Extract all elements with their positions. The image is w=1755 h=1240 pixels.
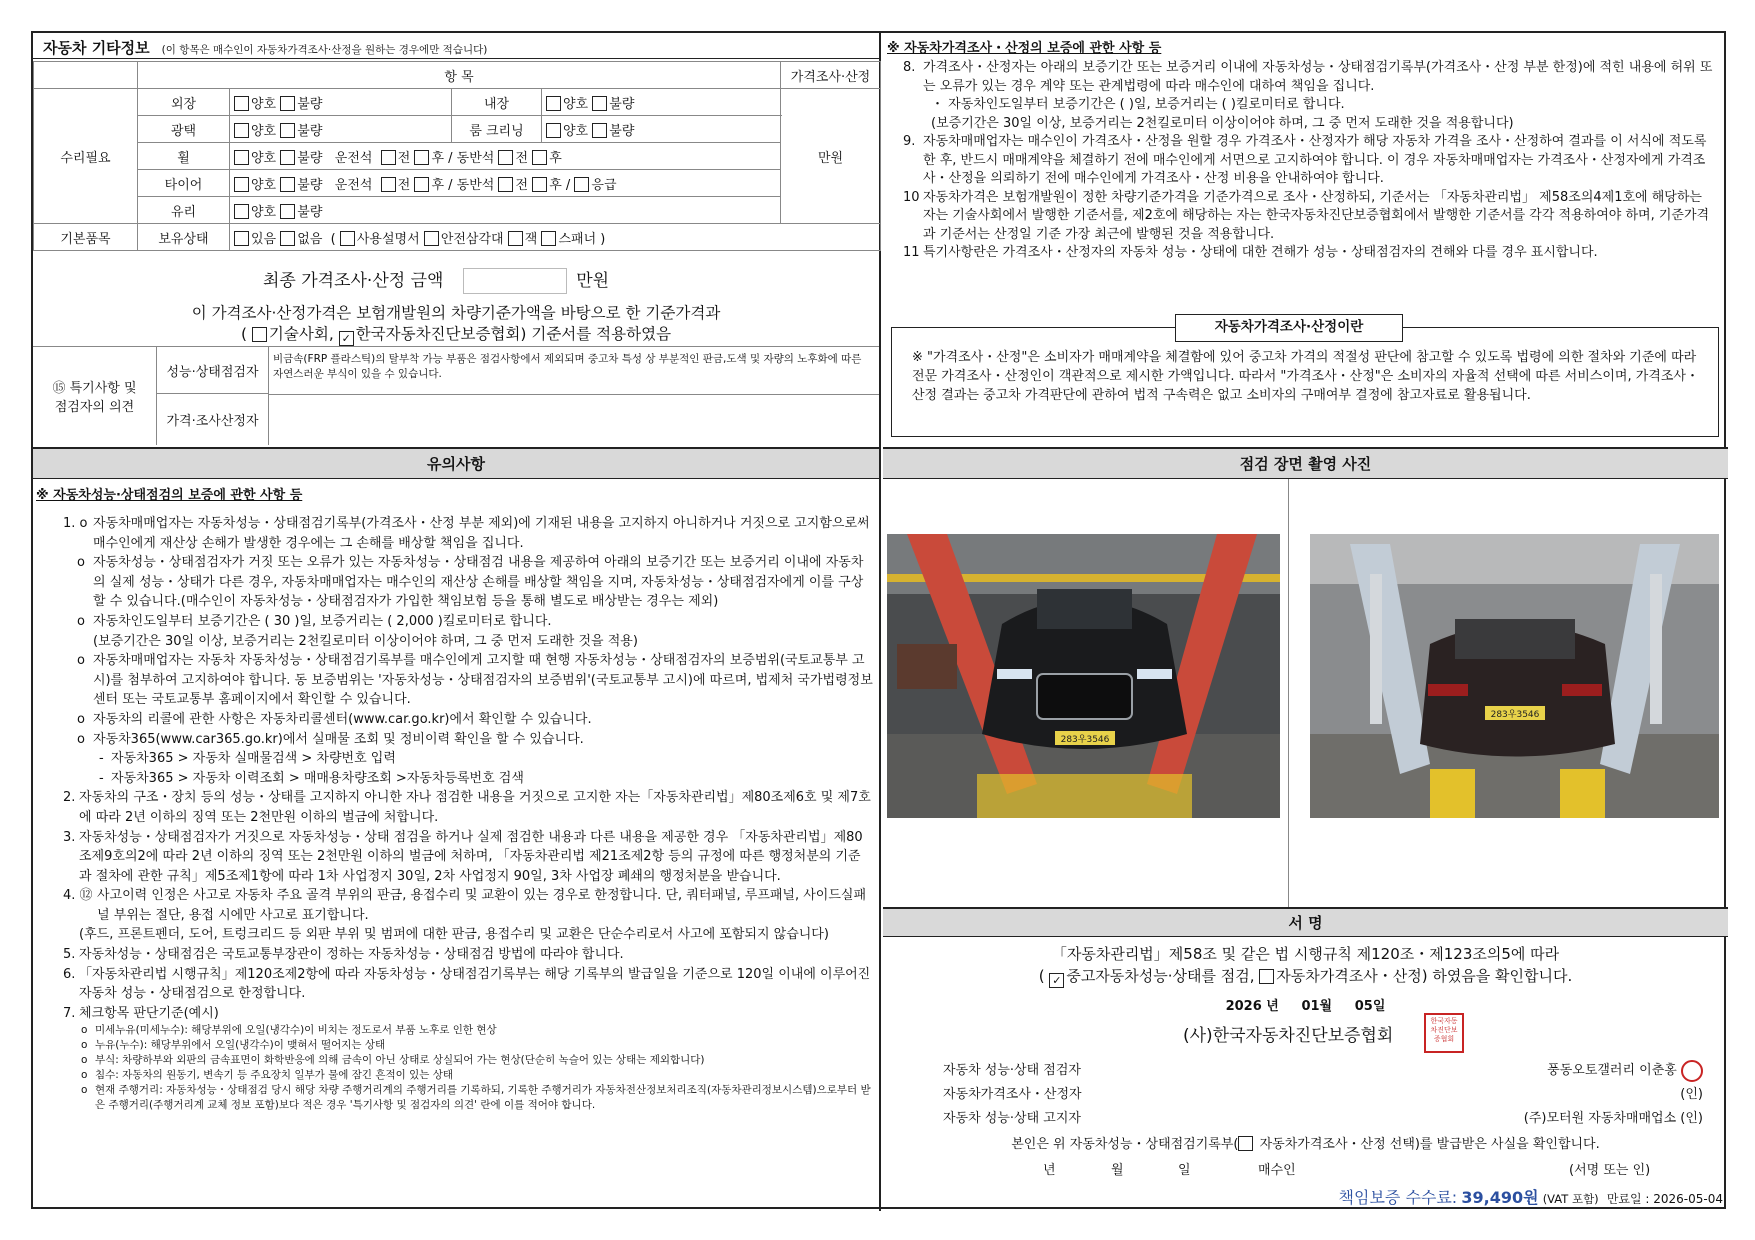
other-info-title: 자동차 기타정보 <box>43 39 150 57</box>
checkbox[interactable] <box>234 177 249 192</box>
wp-item-period: ・ 자동차인도일부터 보증기간은 ( )일, 보증거리는 ( )킬로미터로 합니다. <box>931 97 1345 112</box>
notes-list: 1. o 자동차매매업자는 자동차성능・상태점검기록부(가격조사・산정 부분 제외)에 기재된 내용을 고지하지 아니하거나 거짓으로 고지함으로써 매수인에게 재산상 손해가 발생한 경우에는 그 손해를 배상할 책임을 집니다. o 자동차성능・상태점검자가 거짓 또는 오류가 있는 자동차성능・상태점검 내용을 제공하여 아래의 보증기간 또는 보증거리 이내에 자동차의 실제 성능・상태가 다른 경우, 자동차매매업자는 매수인의 재산상 손해를 배상할 책임을 지며, 자동차성능・상태점검자에게 이를 구상할 수 있습니다.(매수인이 자동차성능・상태점검자가 가입한 책임보험 등을 통해 별도로 배상받는 경우는 제외) o 자동차인도일부터 보증기간은 ( 30 )일, 보증거리는 ( 2,000 )킬로미터로 합니다. (보증기간은 30일 이상, 보증거리는 2천킬로미터 이상이어야 하며, 그 중 먼저 도래한 것을 적용) o 자동차매매업자는 자동차 자동차성능・상태점검기록부를 매수인에게 고지할 때 현행 자동차성능・상태점검자의 보증범위(국토교통부 고시)를 첨부하여 고지하여야 합니다. 동 보증범위는 '자동차성능・상태점검자의 보증범위'(국토교통부 고시)에 따르며, 법제처 국가법령정보센터 또는 국토교통부 홈페이지에서 확인할 수 있습니다. o 자동차의 리콜에 관한 사항은 자동차리콜센터(www.car.go.kr)에서 확인할 수 있습니다. o 자동차365(www.car365.go.kr)에서 실매물 조회 및 정비이력 확인을 할 수 있습니다. - 자동차365 > 자동차 실매물검색 > 차량번호 입력 - 자동차365 > 자동차 이력조회 > 매매용차량조회 >자동차등록번호 검색 2. 자동차의 구조・장치 등의 성능・상태를 고지하지 아니한 자나 점검한 내용을 거짓으로 고지한 자는「자동차관리법」제80조제6호 및 제7호에 따라 2년 이하의 징역 또는 2천만원 이하의 벌금에 처합니다. 3. 자동차성능・상태점검자가 거짓으로 자동차성능・상태 점검을 하거나 실제 점검한 내용과 다른 내용을 제공한 경우 「자동차관리법」제80조제9호의2에 따라 2년 이하의 징역 또는 2천만원 이하의 벌금에 처하며, 「자동차관리법 제21조제2항 등의 규정에 따른 행정처분의 기준과 절차에 관한 규칙」제5조제1항에 따라 1차 사업정지 30일, 2차 사업정지 90일, 3차 사업장 폐쇄의 행정처분을 받습니다. 4. ⑫ 사고이력 인정은 사고로 자동차 주요 골격 부위의 판금, 용접수리 및 교환이 있는 경우로 한정합니다. 단, 쿼터패널, 루프패널, 사이드실패널 부위는 절단, 용접 시에만 사고로 표기합니다. (후드, 프론트펜더, 도어, 트렁크리드 등 외판 부위 및 범퍼에 대한 판금, 용접수리 및 교환은 단순수리로서 사고에 포함되지 않습니다) 5. 자동차성능・상태점검은 국토교통부장관이 정하는 자동차성능・상태점검 방법에 따라야 합니다. 6. 「자동차관리법 시행규칙」제120조제2항에 따라 자동차성능・상태점검기록부는 해당 기록부의 발급일을 기준으로 120일 이내에 이루어진 자동차 성능・상태점검으로 한정합니다. 7. 체크항목 판단기준(예시) o 미세누유(미세누수): 해당부위에 오일(냉각수)이 비치는 정도로서 부품 노후로 인한 현상 o 누유(누수): 해당부위에서 오일(냉각수)이 맺혀서 떨어지는 상태 o 부식: 차량하부와 외판의 금속표면이 화학반응에 의해 금속이 아닌 상태로 상실되어 가는 현상(단순히 녹슬어 있는 상태는 제외합니다) o 침수: 자동차의 원동기, 변속기 등 주요장치 일부가 물에 잠긴 흔적이 있는 상태 o 현재 주행거리: 자동차성능・상태점검 당시 해당 차량 주행거리계의 주행거리를 기록하되, 기록한 주행거리가 자동차전산정보처리조직(자동차관리정보시스템)으로부터 받은 주행거리(주행거리계 교체 정보 포함)보다 적은 경우 '특기사항 및 점검자의 의견' 란에 이를 적어야 합니다. <box>63 516 873 1112</box>
note-line: 자동차365 > 자동차 이력조회 > 매매용차량조회 >자동차등록번호 검색 <box>111 770 524 786</box>
sign-section <box>883 937 1728 1211</box>
inspector-row-label: 자동차 성능·상태 점검자 <box>943 1063 1081 1078</box>
checkbox[interactable] <box>508 231 523 246</box>
note-line: 자동차의 구조・장치 등의 성능・상태를 고지하지 아니한 자나 점검한 내용을 거짓으로 고지한 자는「자동차관리법」제80조제6호 및 제7호에 따라 2년 이하의 징역 또는 2천만원 이하의 벌금에 처합니다. <box>79 790 871 825</box>
note-line: 사고이력 인정은 사고로 자동차 주요 골격 부위의 판금, 용접수리 및 교환이 있는 경우로 한정합니다. 단, 쿼터패널, 루프패널, 사이드실패널 부위는 절단, 용접 시에만 사고로 표기합니다. <box>97 888 867 923</box>
note-line: 「자동차관리법 시행규칙」제120조제2항에 따라 자동차성능・상태점검기록부는 해당 기록부의 발급일을 기준으로 120일 이내에 이루어진 자동차 성능・상태점검으로 한정합니다. <box>79 966 871 1002</box>
checkbox[interactable] <box>546 123 561 138</box>
checkbox[interactable] <box>424 231 439 246</box>
checkbox-buyer-price[interactable] <box>1238 1136 1253 1151</box>
note-line: 자동차365 > 자동차 실매물검색 > 차량번호 입력 <box>111 751 396 767</box>
note-line: (보증기간은 30일 이상, 보증거리는 2천킬로미터 이상이어야 하며, 그 중 먼저 도래한 것을 적용) <box>93 633 638 649</box>
basis-line1: 이 가격조사·산정가격은 보험개발원의 차량기준가액을 바탕으로 한 기준가격과 <box>191 304 721 322</box>
checkbox[interactable] <box>381 150 396 165</box>
row-exterior: 외장 <box>138 89 230 116</box>
checkbox[interactable] <box>532 150 547 165</box>
checkbox[interactable] <box>280 96 295 111</box>
checkbox[interactable] <box>234 204 249 219</box>
org-seal: 한국자동차진단보증협회 <box>1424 1013 1464 1053</box>
sign-line1: 「자동차관리법」제58조 및 같은 법 시행규칙 제120조・제123조의5에 따라 <box>1051 945 1560 963</box>
criteria-item: 미세누유(미세누수): 해당부위에 오일(냉각수)이 비치는 정도로서 부품 노후로 인한 현상 <box>95 1024 497 1037</box>
price-warranty-title: ※ 자동차가격조사・산정의 보증에 관한 사항 등 <box>887 41 1162 56</box>
price-warranty-section <box>883 33 1728 447</box>
col-item: 항 목 <box>138 62 781 89</box>
notes-section <box>33 479 881 1211</box>
notes-header: 유의사항 <box>33 447 881 479</box>
other-info-section <box>33 33 881 447</box>
note-line: 자동차매매업자는 자동차 자동차성능・상태점검기록부를 매수인에게 고지할 때 현행 자동차성능・상태점검자의 보증범위(국토교통부 고시)를 첨부하여 고지하여야 합니다. 동 보증범위는 '자동차성능・상태점검자의 보증범위'(국토교통부 고시)에 따르며, 법제처 국가법령정보센터 또는 국토교통부 홈페이지에서 확인할 수 있습니다. <box>93 653 873 708</box>
sign-org: (사)한국자동차진단보증협회 <box>1183 1026 1394 1046</box>
price-definition-title: 자동차가격조사·산정이란 <box>1175 314 1403 342</box>
basis-kaa: 한국자동차진단보증협회) 기준서를 적용하였음 <box>355 325 672 343</box>
row-wheel: 휠 <box>138 143 230 170</box>
criteria-item: 현재 주행거리: 자동차성능・상태점검 당시 해당 차량 주행거리계의 주행거리를 기록하되, 기록한 주행거리가 자동차전산정보처리조직(자동차관리정보시스템)으로부터 받은 주행거리(주행거리계 교체 정보 포함)보다 적은 경우 '특기사항 및 점검자의 의견' 란에 이를 적어야 합니다. <box>95 1084 871 1112</box>
checkbox[interactable] <box>234 96 249 111</box>
checkbox[interactable] <box>414 177 429 192</box>
buyer-signature-hint: (서명 또는 인) <box>1569 1163 1651 1178</box>
wp-item-10: 자동차가격은 보험개발원이 정한 차량기준가격을 기준가격으로 조사・산정하되, 기준서는 「자동차관리법」 제58조의4제1호에 해당하는 자는 기술사회에서 발행한 기준서를, 제2호에 해당하는 자는 한국자동차진단보증협회에서 발행한 기준서를 각각 적용하여야 하며, 기준가격과 기준서는 산정일 기준 가장 최근에 발행된 것을 적용합니다. <box>923 189 1710 242</box>
checkbox[interactable] <box>234 231 249 246</box>
price-unit: 만원 <box>781 89 881 224</box>
notifier-row-label: 자동차 성능·상태 고지자 <box>943 1111 1081 1126</box>
checkbox[interactable] <box>592 96 607 111</box>
checkbox[interactable] <box>574 177 589 192</box>
checkbox[interactable] <box>280 150 295 165</box>
expiry-date: 만료일 : 2026-05-04 <box>1606 1192 1723 1206</box>
final-price-input[interactable] <box>463 268 567 294</box>
note-line: 자동차인도일부터 보증기간은 ( 30 )일, 보증거리는 ( 2,000 )킬로미터로 합니다. <box>93 613 552 629</box>
checkbox-price[interactable] <box>1259 969 1274 984</box>
inspector-opinion: 비금속(FRP 플라스틱)의 탈부착 가능 부품은 점검사항에서 제외되며 중고차 특성 상 부분적인 판금,도색 및 자량의 노후화에 따른 자연스러운 부식이 있을 수 있습니다. <box>273 353 862 380</box>
checkbox[interactable] <box>280 123 295 138</box>
appraiser-row-label: 자동차가격조사・산정자 <box>943 1087 1082 1102</box>
special-label: ⑮ 특기사항 및 점검자의 의견 <box>33 347 157 445</box>
checkbox[interactable] <box>234 123 249 138</box>
inspector-seal <box>1681 1060 1703 1082</box>
note-line: 자동차성능・상태점검자가 거짓으로 자동차성능・상태 점검을 하거나 실제 점검한 내용과 다른 내용을 제공한 경우 「자동차관리법」제80조제9호의2에 따라 2년 이하의 징역 또는 2천만원 이하의 벌금에 처하며, 「자동차관리법 제21조제2항 등의 규정에 따른 행정처분의 기준과 절차에 관한 규칙」제5조제1항에 따라 1차 사업정지 30일, 2차 사업정지 90일, 3차 사업장 폐쇄의 행정처분을 받습니다. <box>79 829 863 884</box>
fee-value: 39,490원 <box>1461 1188 1539 1207</box>
row-room-clean: 룸 크리닝 <box>452 116 542 143</box>
photos-section <box>883 479 1728 907</box>
inspector-label: 성능·상태점검자 <box>157 347 269 394</box>
checkbox[interactable] <box>340 231 355 246</box>
fee-vat: (VAT 포함) <box>1542 1192 1599 1206</box>
rear-car-image <box>1310 534 1719 818</box>
basis-tech: 기술사회, <box>268 325 334 343</box>
final-price-label: 최종 가격조사·산정 금액 <box>263 271 444 291</box>
repair-label: 수리필요 <box>34 89 138 224</box>
buyer-confirm: 본인은 위 자동차성능・상태점검기록부( 자동차가격조사・산정 선택)를 발급받은 사실을 확인합니다. <box>1011 1137 1600 1152</box>
price-definition-text: ※ "가격조사・산정"은 소비자가 매매계약을 체결함에 있어 중고차 가격의 적절성 판단에 참고할 수 있도록 법령에 의한 절차와 기준에 따라 전문 가격조사・산정인이 객관적으로 제시한 가액입니다. 따라서 "가격조사・산정"은 소비자의 자율적 선택에 따른 서비스이며, 가격조사・산정 결과는 중고차 가격판단에 관하여 법적 구속력은 없고 소비자의 구매여부 결정에 참고자료로 활용됩니다. <box>912 350 1699 403</box>
note-line: 자동차성능・상태점검자가 거짓 또는 오류가 있는 자동차성능・상태점검 내용을 제공하여 아래의 보증기간 또는 보증거리 이내에 자동차의 실제 성능・상태가 다른 경우, 자동차매매업자는 매수인의 재산상 손해를 배상할 책임을 지며, 자동차성능・상태점검자에게 이를 구상할 수 있습니다.(매수인이 자동차성능・상태점검자가 가입한 책임보험 등을 통해 별도로 배상받는 경우는 제외) <box>93 555 864 610</box>
notes-title: ※ 자동차성능·상태점검의 보증에 관한 사항 등 <box>36 488 303 503</box>
sign-rows <box>943 1059 1703 1131</box>
checkbox[interactable] <box>532 177 547 192</box>
checkbox-kaa[interactable]: ✓ <box>339 331 354 346</box>
repair-table: 항 목 가격조사·산정 수리필요 외장 양호 불량 내장 양호 불량 만원 광택 양호 불량 룸 크리닝 양호 불량 휠 양호 불량 운전석 전 후 / 동반석 전 후 타이어 양호 불량 운전석 전 후 / 동반석 전 후 / 응급 유리 양호 불량 기본품목 보유상태 있음 없음 ( 사용설명서 안전삼각대 잭 스패너 ) <box>33 61 881 251</box>
sign-date: 2026 년 01월 05일 <box>1225 999 1386 1014</box>
checkbox[interactable] <box>381 177 396 192</box>
rear-photo <box>1310 534 1719 818</box>
note-line: 자동차성능・상태점검은 국토교통부장관이 정하는 자동차성능・상태점검 방법에 따라야 합니다. <box>79 947 624 963</box>
checkbox[interactable] <box>280 177 295 192</box>
wp-item-11: 특기사항란은 가격조사・산정자의 자동차 성능・상태에 대한 견해가 성능・상태점검자의 견해와 다를 경우 표시합니다. <box>923 245 1598 260</box>
checkbox[interactable] <box>234 150 249 165</box>
sign-header: 서 명 <box>883 907 1728 937</box>
checkbox[interactable] <box>498 150 513 165</box>
appraiser-row-value: (인) <box>1680 1087 1703 1102</box>
notifier-row-value: (주)모터원 자동차매매업소 (인) <box>1523 1111 1703 1126</box>
col-price: 가격조사·산정 <box>781 62 881 89</box>
checkbox-performance[interactable]: ✓ <box>1049 973 1064 988</box>
basic-label: 기본품목 <box>34 224 138 251</box>
fee-label: 책임보증 수수료: <box>1338 1188 1458 1207</box>
special-notes <box>33 347 879 445</box>
appraiser-label: 가격·조사산정자 <box>157 394 269 445</box>
final-price-unit: 만원 <box>576 271 610 291</box>
price-definition-box <box>891 319 1719 437</box>
other-info-subtitle: (이 항목은 매수인이 자동차가격조사·산정을 원하는 경우에만 적습니다) <box>161 44 488 56</box>
checkbox-tech[interactable] <box>252 327 267 342</box>
row-interior: 내장 <box>452 89 542 116</box>
criteria-item: 누유(누수): 해당부위에서 오일(냉각수)이 맺혀서 떨어지는 상태 <box>95 1039 386 1052</box>
price-warranty-list: 8. 가격조사・산정자는 아래의 보증기간 또는 보증거리 이내에 자동차성능・상태점검기록부(가격조사・산정 부분 한정)에 적힌 내용에 허위 또는 오류가 있는 경우 계약 또는 관계법령에 따라 매수인에 대하여 책임을 집니다. ・ 자동차인도일부터 보증기간은 ( )일, 보증거리는 ( )킬로미터로 합니다. (보증기간은 30일 이상, 보증거리는 2천킬로미터 이상이어야 하며, 그 중 먼저 도래한 것을 적용합니다) 9. 자동차매매업자는 매수인이 가격조사・산정을 원할 경우 가격조사・산정자가 해당 자동차 가격을 조사・산정하여 결과를 이 서식에 적도록 한 후, 반드시 매매계약을 체결하기 전에 매수인에게 서면으로 고지하여야 합니다. 이 경우 자동차매매업자는 가격조사・산정자에게 가격조사・산정을 의뢰하기 전에 매수인에게 가격조사・산정 비용을 안내하여야 합니다. 10 자동차가격은 보험개발원이 정한 차량기준가격을 기준가격으로 조사・산정하되, 기준서는 「자동차관리법」 제58조의4제1호에 해당하는 자는 기술사회에서 발행한 기준서를, 제2호에 해당하는 자는 한국자동차진단보증협회에서 발행한 기준서를 각각 적용하여야 하며, 기준가격과 기준서는 산정일 기준 가장 최근에 발행된 것을 적용합니다. 11 특기사항란은 가격조사・산정자의 자동차 성능・상태에 대한 견해가 성능・상태점검자의 견해와 다를 경우 표시합니다. <box>903 59 1718 263</box>
checkbox[interactable] <box>414 150 429 165</box>
checkbox[interactable] <box>546 96 561 111</box>
row-gloss: 광택 <box>138 116 230 143</box>
row-holding: 보유상태 <box>138 224 230 251</box>
criteria-item: 부식: 차량하부와 외판의 금속표면이 화학반응에 의해 금속이 아닌 상태로 상실되어 가는 현상(단순히 녹슬어 있는 상태는 제외합니다) <box>95 1054 705 1067</box>
buyer-sign-row: 년 월 일 매수인 (서명 또는 인) <box>883 1159 1728 1179</box>
checkbox[interactable] <box>592 123 607 138</box>
fee-row <box>1277 1185 1723 1208</box>
wp-item-9: 자동차매매업자는 매수인이 가격조사・산정을 원할 경우 가격조사・산정자가 해당 자동차 가격을 조사・산정하여 결과를 이 서식에 적도록 한 후, 반드시 매매계약을 체결하기 전에 매수인에게 서면으로 고지하여야 합니다. 이 경우 자동차매매업자는 가격조사・산정자에게 가격조사・산정을 의뢰하기 전에 매수인에게 가격조사・산정 비용을 안내하여야 합니다. <box>923 134 1707 186</box>
note-line: 자동차365(www.car365.go.kr)에서 실매물 조회 및 정비이력 확인을 할 수 있습니다. <box>93 731 584 747</box>
photos-header: 점검 장면 촬영 사진 <box>883 447 1728 479</box>
front-plate: 283우3546 <box>1060 735 1110 745</box>
criteria-item: 침수: 자동차의 원동기, 변속기 등 주요장치 일부가 물에 잠긴 흔적이 있는 상태 <box>95 1069 454 1082</box>
wp-item-note: (보증기간은 30일 이상, 보증거리는 2천킬로미터 이상이어야 하며, 그 중 먼저 도래한 것을 적용합니다) <box>931 115 1514 131</box>
note-line: 체크항목 판단기준(예시) <box>79 1005 219 1021</box>
front-photo <box>887 534 1280 818</box>
final-price-block: 최종 가격조사·산정 금액 만원 이 가격조사·산정가격은 보험개발원의 차량기준가액을 바탕으로 한 기준가격과 ( 기술사회, ✓ 한국자동차진단보증협회) 기준서를 적용하였음 <box>33 258 879 347</box>
checkbox[interactable] <box>498 177 513 192</box>
row-tire: 타이어 <box>138 170 230 197</box>
form-page <box>31 31 1726 1209</box>
wp-item-8: 가격조사・산정자는 아래의 보증기간 또는 보증거리 이내에 자동차성능・상태점검기록부(가격조사・산정 부분 한정)에 적힌 내용에 허위 또는 오류가 있는 경우 계약 또는 관계법령에 따라 매수인에 대하여 책임을 집니다. <box>923 60 1713 94</box>
sign-line2: ( ✓ 중고자동차성능·상태를 점검, 자동차가격조사・산정) 하였음을 확인합니다. <box>1038 967 1573 987</box>
buyer-label: 매수인 <box>1258 1163 1296 1178</box>
rear-plate: 283우3546 <box>1490 710 1540 720</box>
checkbox[interactable] <box>280 204 295 219</box>
inspector-row-value: 풍동오토갤러리 이춘홍 <box>1547 1059 1703 1083</box>
row-glass: 유리 <box>138 197 230 224</box>
front-car-image <box>887 534 1280 818</box>
checkbox[interactable] <box>541 231 556 246</box>
note-line: 자동차의 리콜에 관한 사항은 자동차리콜센터(www.car.go.kr)에서 확인할 수 있습니다. <box>93 711 592 727</box>
checkbox[interactable] <box>280 231 295 246</box>
note-line: (후드, 프론트펜더, 도어, 트렁크리드 등 외판 부위 및 범퍼에 대한 판금, 용접수리 및 교환은 단순수리로서 사고에 포함되지 않습니다) <box>79 927 829 943</box>
note-line: 자동차매매업자는 자동차성능・상태점검기록부(가격조사・산정 부분 제외)에 기재된 내용을 고지하지 아니하거나 거짓으로 고지함으로써 매수인에게 재산상 손해가 발생한 경우에는 그 손해를 배상할 책임을 집니다. <box>93 516 870 551</box>
